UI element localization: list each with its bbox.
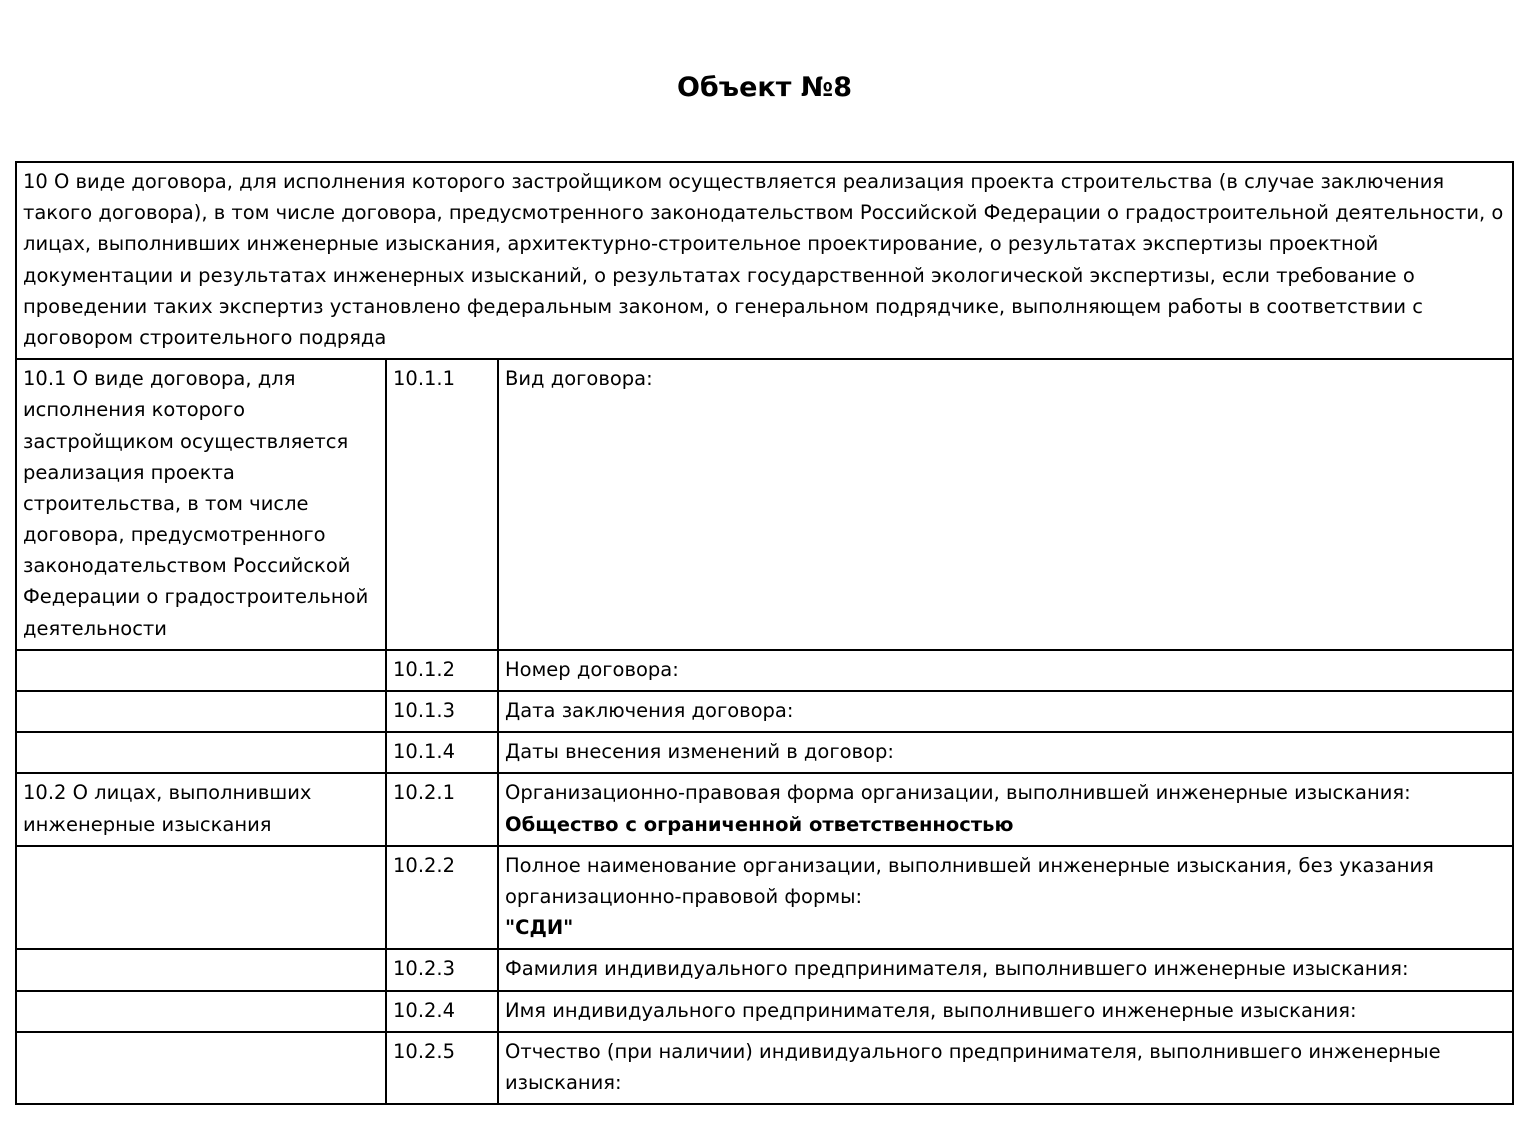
desc-cell — [498, 846, 1513, 950]
field-label: Имя индивидуального предпринимателя, выполнившего инженерные изыскания: — [505, 998, 1357, 1022]
field-label: Полное наименование организации, выполнившей инженерные изыскания, без указания организационно-правовой формы: — [505, 853, 1434, 908]
field-value: "СДИ" — [505, 916, 574, 940]
code-cell: 10.2.4 — [386, 991, 498, 1032]
field-value: Общество с ограниченной ответственностью — [505, 812, 1014, 836]
section-cell — [16, 949, 386, 990]
section-cell: 10.2 О лицах, выполнивших инженерные изыскания — [16, 773, 386, 845]
desc-cell — [498, 1032, 1513, 1104]
table-row — [16, 991, 1513, 1032]
field-label: Фамилия индивидуального предпринимателя, выполнившего инженерные изыскания: — [505, 957, 1409, 981]
field-label: Номер договора: — [505, 657, 679, 681]
field-label: Организационно-правовая форма организации, выполнившей инженерные изыскания: — [505, 781, 1411, 805]
field-label: Даты внесения изменений в договор: — [505, 740, 894, 764]
desc-cell — [498, 650, 1513, 691]
table-row — [16, 650, 1513, 691]
code-cell: 10.1.2 — [386, 650, 498, 691]
code-cell: 10.1.1 — [386, 359, 498, 650]
table-row — [16, 359, 1513, 650]
section-cell — [16, 732, 386, 773]
section-cell: 10.1 О виде договора, для исполнения которого застройщиком осуществляется реализация проекта строительства, в том числе договора, предусмотренного законодательством Российской Федерации о градостроительной деятельности — [16, 359, 386, 650]
field-label: Отчество (при наличии) индивидуального предпринимателя, выполнившего инженерные изыскания: — [505, 1039, 1441, 1094]
code-cell: 10.2.1 — [386, 773, 498, 845]
section-cell — [16, 991, 386, 1032]
table-row — [16, 846, 1513, 950]
desc-cell — [498, 991, 1513, 1032]
table-row — [16, 773, 1513, 845]
table-header-row — [16, 162, 1513, 359]
desc-cell — [498, 949, 1513, 990]
table-row — [16, 691, 1513, 732]
section-10-header: 10 О виде договора, для исполнения которого застройщиком осуществляется реализация проекта строительства (в случае заключения такого договора), в том числе договора, предусмотренного законодательством Российской Федерации о градостроительной деятельности, о лицах, выполнивших инженерные изыскания, архитектурно-строительное проектирование, о результатах экспертизы проектной документации и результатах инженерных изысканий, о результатах государственной экологической экспертизы, если требование о проведении таких экспертиз установлено федеральным законом, о генеральном подрядчике, выполняющем работы в соответствии с договором строительного подряда — [16, 162, 1513, 359]
table-row — [16, 949, 1513, 990]
code-cell: 10.1.4 — [386, 732, 498, 773]
field-label: Вид договора: — [505, 367, 653, 391]
desc-cell — [498, 691, 1513, 732]
section-cell — [16, 691, 386, 732]
code-cell: 10.2.5 — [386, 1032, 498, 1104]
disclosure-table — [15, 161, 1514, 1105]
code-cell: 10.2.2 — [386, 846, 498, 950]
desc-cell — [498, 359, 1513, 650]
table-row — [16, 732, 1513, 773]
code-cell: 10.1.3 — [386, 691, 498, 732]
table-row — [16, 1032, 1513, 1104]
desc-cell — [498, 773, 1513, 845]
desc-cell — [498, 732, 1513, 773]
page-title: Объект №8 — [676, 72, 853, 103]
code-cell: 10.2.3 — [386, 949, 498, 990]
section-cell — [16, 1032, 386, 1104]
field-label: Дата заключения договора: — [505, 699, 794, 722]
section-cell — [16, 846, 386, 950]
section-cell — [16, 650, 386, 691]
